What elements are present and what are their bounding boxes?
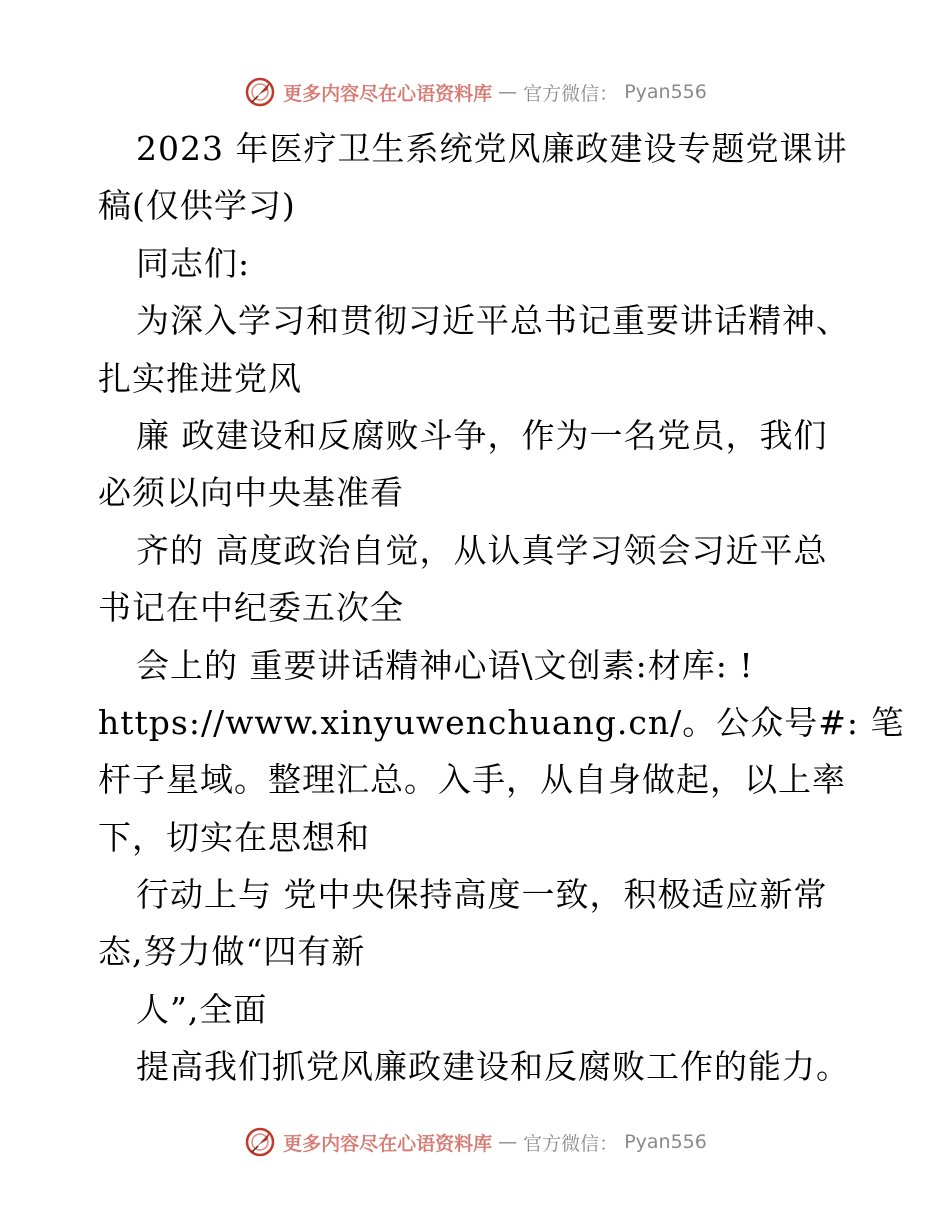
document-line: https://www.xinyuwenchuang.cn/。公众号#: 笔 bbox=[98, 702, 905, 742]
watermark-separator: — bbox=[498, 81, 518, 103]
document-line: 扎实推进党风 bbox=[98, 358, 302, 398]
watermark-brand-text: 更多内容尽在心语资料库 bbox=[283, 82, 493, 105]
document-line: 稿(仅供学习) bbox=[98, 186, 296, 226]
document-line: 提高我们抓党风廉政建设和反腐败工作的能力。 bbox=[136, 1047, 850, 1087]
document-line: 为深入学习和贯彻习近平总书记重要讲话精神、 bbox=[136, 301, 850, 341]
document-line: 态,努力做“四有新 bbox=[98, 932, 366, 972]
document-line: 必须以向中央基准看 bbox=[98, 473, 404, 513]
header-watermark bbox=[0, 72, 950, 112]
watermark-contact-id: Pyan556 bbox=[624, 1131, 707, 1153]
document-body bbox=[98, 120, 905, 1096]
document-line: 行动上与 党中央保持高度一致，积极适应新常 bbox=[136, 875, 828, 915]
feather-pen-circle-icon bbox=[243, 75, 277, 109]
document-line: 书记在中纪委五次全 bbox=[98, 588, 404, 628]
watermark-brand-text: 更多内容尽在心语资料库 bbox=[283, 1132, 493, 1155]
document-line: 齐的 高度政治自觉，从认真学习领会习近平总 bbox=[136, 530, 828, 570]
watermark-contact-label: 官方微信： bbox=[523, 82, 619, 105]
document-line: 2023 年医疗卫生系统党风廉政建设专题党课讲 bbox=[136, 129, 848, 168]
watermark-separator: — bbox=[498, 1131, 518, 1153]
document-line: 会上的 重要讲话精神心语\文创素:材库: ! bbox=[136, 645, 754, 685]
document-line: 廉 政建设和反腐败斗争，作为一名党员，我们 bbox=[136, 415, 828, 455]
footer-watermark bbox=[0, 1122, 950, 1162]
document-line: 杆子星域。整理汇总。入手，从自身做起，以上率 bbox=[98, 760, 846, 800]
feather-pen-circle-icon bbox=[243, 1125, 277, 1159]
document-line: 人”,全面 bbox=[136, 989, 268, 1029]
document-line: 同志们: bbox=[136, 243, 251, 283]
watermark-contact-id: Pyan556 bbox=[624, 81, 707, 103]
document-line: 下，切实在思想和 bbox=[98, 817, 370, 857]
watermark-contact-label: 官方微信： bbox=[523, 1132, 619, 1155]
